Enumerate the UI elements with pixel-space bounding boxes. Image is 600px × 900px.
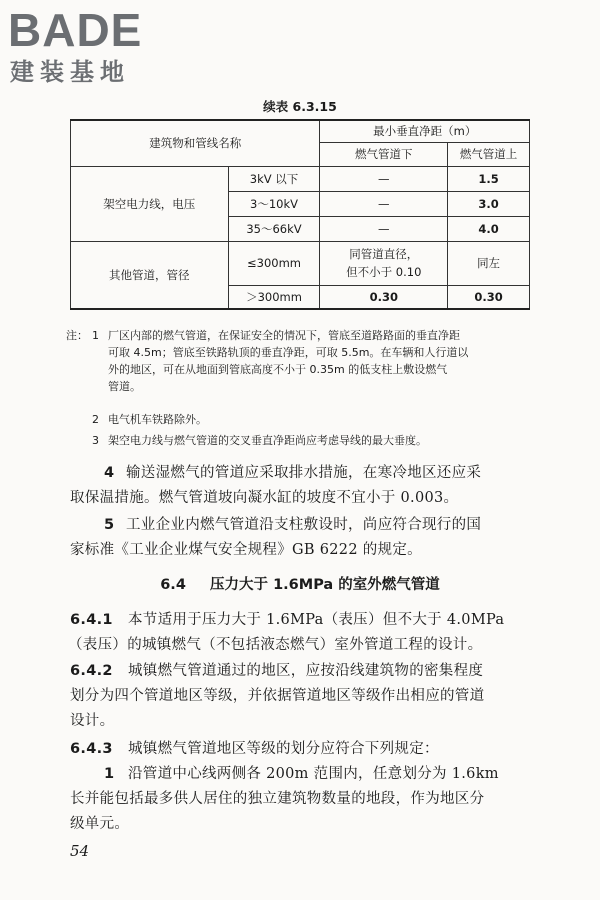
note-1 (108, 327, 538, 395)
header-name: 建筑物和管线名称 (71, 120, 320, 166)
section-heading: 压力大于 1.6MPa 的室外燃气管道 (210, 577, 440, 593)
row-below-line2: 但不小于 0.10 (346, 265, 422, 279)
row-below: — (320, 216, 448, 241)
section-number: 6.4 (160, 577, 186, 593)
clause-6-4-2-line1: 城镇燃气管道通过的地区，应按沿线建筑物的密集程度 (128, 663, 484, 679)
note-3: 架空电力线与燃气管道的交叉垂直净距尚应考虑导线的最大垂度。 (108, 434, 427, 447)
header-above: 燃气管道上 (448, 142, 530, 166)
note-2: 电气机车铁路除外。 (108, 413, 207, 426)
logo-text-en: BADE (8, 4, 143, 56)
row-below (320, 241, 448, 285)
row-sub: 3～10kV (228, 191, 320, 216)
para-4-number: 4 (104, 465, 115, 481)
note-1-line: 厂区内部的燃气管道，在保证安全的情况下，管底至道路路面的垂直净距 (108, 329, 460, 342)
row-above: 3.0 (448, 191, 530, 216)
logo-text-cn: 建装基地 (10, 58, 130, 86)
note-1-line: 外的地区，可在从地面到管底高度不小于 0.35m 的低支柱上敷设燃气 (108, 363, 448, 376)
item-1-line3: 级单元。 (70, 816, 130, 832)
row-below: — (320, 166, 448, 191)
row-sub: 35～66kV (228, 216, 320, 241)
row-above: 同左 (448, 241, 530, 285)
note-1-line: 管道。 (108, 380, 141, 393)
note-1-number: 1 (92, 329, 99, 342)
header-distance: 最小垂直净距（m） (320, 120, 530, 142)
table-row (71, 166, 530, 191)
clause-6-4-2-line2: 划分为四个管道地区等级，并依据管道地区等级作出相应的管道 (70, 688, 485, 704)
note-3-number: 3 (92, 434, 99, 447)
table-row (71, 241, 530, 285)
para-5-number: 5 (104, 517, 115, 533)
item-1-line2: 长并能包括最多供人居住的独立建筑物数量的地段，作为地区分 (70, 791, 485, 807)
row-sub: ＞300mm (228, 285, 320, 309)
note-2-number: 2 (92, 413, 99, 426)
row-above: 4.0 (448, 216, 530, 241)
clause-6-4-2-line3: 设计。 (70, 713, 115, 729)
group-other-pipes: 其他管道，管径 (71, 241, 229, 309)
item-1-line1: 沿管道中心线两侧各 200m 范围内，任意划分为 1.6km (128, 766, 499, 782)
row-above: 0.30 (448, 285, 530, 309)
para-4-line1: 输送湿燃气的管道应采取排水措施，在寒冷地区还应采 (126, 465, 482, 481)
bade-logo (8, 6, 178, 88)
row-sub: 3kV 以下 (228, 166, 320, 191)
header-below: 燃气管道下 (320, 142, 448, 166)
para-4-line2: 取保温措施。燃气管道坡向凝水缸的坡度不宜小于 0.003。 (70, 490, 459, 506)
para-5-line1: 工业企业内燃气管道沿支柱敷设时，尚应符合现行的国 (126, 517, 482, 533)
row-above: 1.5 (448, 166, 530, 191)
row-below: 0.30 (320, 285, 448, 309)
clause-6-4-1-number: 6.4.1 (70, 612, 113, 628)
item-1-number: 1 (104, 766, 115, 782)
clause-6-4-3-line1: 城镇燃气管道地区等级的划分应符合下列规定： (128, 741, 439, 757)
section-title (0, 573, 600, 594)
row-sub: ≤300mm (228, 241, 320, 285)
row-below-line1: 同管道直径， (349, 247, 419, 261)
clause-6-4-1-line2: （表压）的城镇燃气（不包括液态燃气）室外管道工程的设计。 (68, 637, 483, 653)
row-below: — (320, 191, 448, 216)
note-label: 注： (66, 329, 88, 342)
group-power-line: 架空电力线，电压 (71, 166, 229, 241)
clause-6-4-1-line1: 本节适用于压力大于 1.6MPa（表压）但不大于 4.0MPa (128, 612, 505, 628)
clearance-table (70, 119, 530, 310)
clause-6-4-3-number: 6.4.3 (70, 741, 113, 757)
para-5-line2: 家标准《工业企业煤气安全规程》GB 6222 的规定。 (70, 542, 422, 558)
clause-6-4-2-number: 6.4.2 (70, 663, 113, 679)
page-number: 54 (70, 842, 90, 860)
note-1-line: 可取 4.5m；管底至铁路轨顶的垂直净距，可取 5.5m。在车辆和人行道以 (108, 346, 469, 359)
table-caption: 续表 6.3.15 (263, 99, 337, 114)
